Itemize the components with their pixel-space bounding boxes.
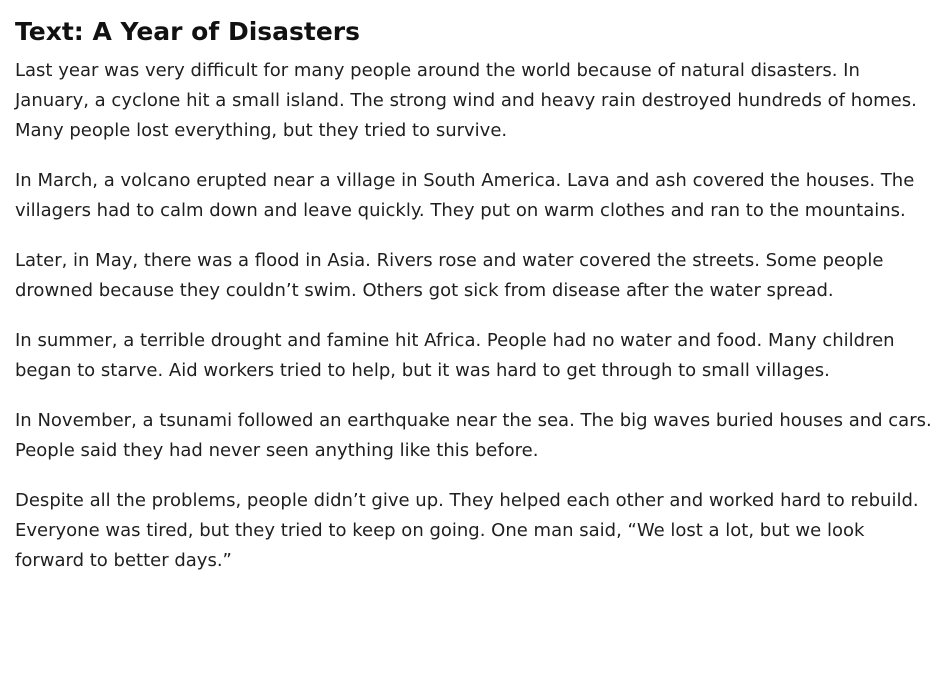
paragraph-january-cyclone: Last year was very difficult for many people around the world because of natural disasters. In January, a cyclone hit a small island. The strong wind and heavy rain destroyed hundreds of homes. Many people lost everything, but they tried to survive. [15, 60, 917, 141]
document-title: Text: A Year of Disasters [15, 17, 361, 46]
paragraph-november-tsunami: In November, a tsunami followed an earthquake near the sea. The big waves buried houses and cars. People said they had never seen anything like this before. [15, 410, 932, 461]
paragraph-rebuilding: Despite all the problems, people didn’t give up. They helped each other and worked hard to rebuild. Everyone was tired, but they tried to keep on going. One man said, “We lost a lot, but we look forward to better days.” [15, 490, 919, 571]
paragraph-march-volcano: In March, a volcano erupted near a village in South America. Lava and ash covered the houses. The villagers had to calm down and leave quickly. They put on warm clothes and ran to the mountains. [15, 170, 915, 221]
paragraph-summer-drought: In summer, a terrible drought and famine hit Africa. People had no water and food. Many children began to starve. Aid workers tried to help, but it was hard to get through to small villages. [15, 330, 895, 381]
document-page [15, 14, 933, 576]
paragraph-may-flood: Later, in May, there was a flood in Asia. Rivers rose and water covered the streets. Some people drowned because they couldn’t swim. Others got sick from disease after the water spread. [15, 250, 884, 301]
